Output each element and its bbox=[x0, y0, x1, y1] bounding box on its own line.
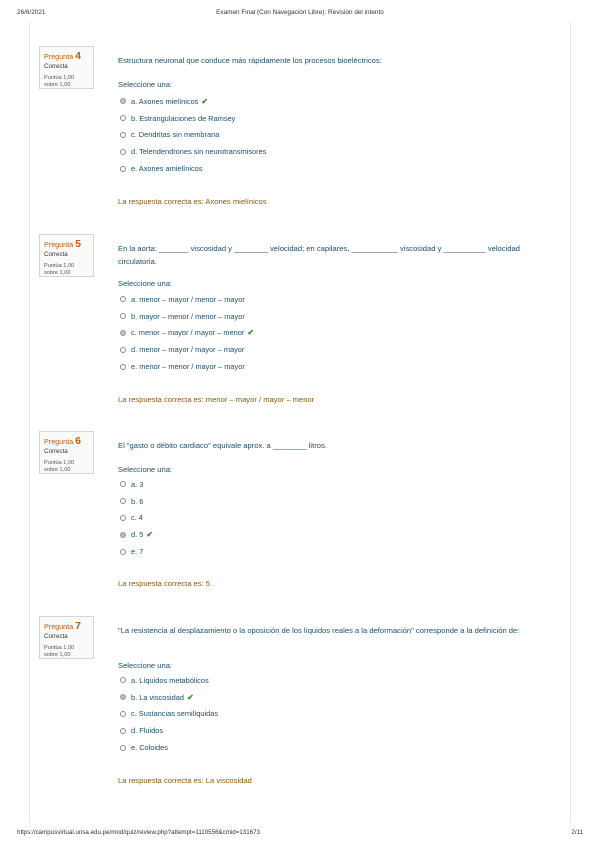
option-label: c. Dendritas sin membrana bbox=[131, 130, 220, 140]
select-prompt: Seleccione una: bbox=[118, 661, 173, 670]
answer-option[interactable] bbox=[120, 127, 266, 144]
radio-button[interactable] bbox=[120, 330, 126, 336]
question-number-value: 4 bbox=[75, 50, 82, 62]
page-number: 2/11 bbox=[571, 829, 583, 836]
answer-option[interactable] bbox=[120, 722, 218, 739]
answer-option[interactable] bbox=[120, 110, 266, 127]
question-label: Pregunta bbox=[44, 622, 74, 631]
answer-option[interactable] bbox=[120, 325, 254, 342]
question-grade-line1: Puntúa 1,00 bbox=[44, 75, 75, 81]
question-number bbox=[44, 51, 89, 62]
answer-option[interactable] bbox=[120, 308, 254, 325]
answer-option[interactable] bbox=[120, 689, 218, 706]
question-grade-line1: Puntúa 1,00 bbox=[44, 263, 75, 269]
question-grade-line1: Puntúa 1,00 bbox=[44, 645, 75, 651]
question-number-value: 6 bbox=[75, 435, 82, 447]
question-number bbox=[44, 621, 89, 632]
select-prompt: Seleccione una: bbox=[118, 465, 173, 474]
radio-button[interactable] bbox=[120, 296, 126, 302]
radio-button[interactable] bbox=[120, 711, 126, 717]
question-text: Estructura neuronal que conduce más rápidamente los procesos bioeléctricos: bbox=[118, 56, 382, 65]
radio-button[interactable] bbox=[120, 98, 126, 104]
radio-button[interactable] bbox=[120, 115, 126, 121]
answer-option[interactable] bbox=[120, 543, 153, 560]
check-icon: ✔ bbox=[247, 328, 255, 338]
check-icon: ✔ bbox=[187, 692, 194, 702]
question-state: Correcta bbox=[44, 251, 68, 258]
answer-option[interactable] bbox=[120, 358, 254, 375]
radio-button[interactable] bbox=[120, 515, 126, 521]
option-label: d. Fluidos bbox=[131, 726, 164, 736]
options-list bbox=[120, 672, 218, 756]
radio-button[interactable] bbox=[120, 549, 126, 555]
correct-answer-feedback: La respuesta correcta es: Axones mielínicos bbox=[118, 197, 267, 206]
radio-button[interactable] bbox=[120, 481, 126, 487]
radio-button[interactable] bbox=[120, 745, 126, 751]
question-grade-line2: sobre 1,00 bbox=[44, 270, 71, 276]
option-label: e. Coloides bbox=[131, 743, 168, 753]
question-state: Correcta bbox=[44, 633, 68, 640]
option-label: a. Líquidos metabólicos bbox=[131, 675, 209, 685]
option-label: b. La viscosidad bbox=[131, 692, 184, 702]
option-label: e. menor – menor / mayor – mayor bbox=[131, 362, 245, 372]
correct-answer-feedback: La respuesta correcta es: 5 bbox=[118, 579, 211, 588]
option-label: e. 7 bbox=[131, 547, 144, 557]
radio-button[interactable] bbox=[120, 498, 126, 504]
question-info-box bbox=[39, 234, 94, 277]
question-state: Correcta bbox=[44, 448, 68, 455]
radio-button[interactable] bbox=[120, 364, 126, 370]
select-prompt: Seleccione una: bbox=[118, 279, 173, 288]
question-grade-line2: sobre 1,00 bbox=[44, 467, 71, 473]
question-number-value: 5 bbox=[75, 238, 82, 250]
option-label: a. 3 bbox=[131, 479, 144, 489]
radio-button[interactable] bbox=[120, 347, 126, 353]
question-text: "La resistencia al desplazamiento o la oposición de los líquidos reales a la deformación" corresponde a la definición de: bbox=[118, 626, 520, 635]
question-grade-line2: sobre 1,00 bbox=[44, 82, 71, 88]
left-border bbox=[29, 22, 30, 822]
radio-button[interactable] bbox=[120, 728, 126, 734]
options-list bbox=[120, 93, 266, 177]
option-label: c. menor – mayor / mayor – menor bbox=[131, 328, 245, 338]
options-list bbox=[120, 476, 153, 560]
page-title: Examen Final (Con Navegación Libre): Revisión del intento bbox=[216, 9, 384, 16]
option-label: d. 5 bbox=[131, 530, 144, 540]
radio-button[interactable] bbox=[120, 677, 126, 683]
radio-button[interactable] bbox=[120, 532, 126, 538]
radio-button[interactable] bbox=[120, 149, 126, 155]
radio-button[interactable] bbox=[120, 313, 126, 319]
question-label: Pregunta bbox=[44, 52, 74, 61]
radio-button[interactable] bbox=[120, 132, 126, 138]
option-label: a. menor – mayor / menor – mayor bbox=[131, 294, 245, 304]
right-border bbox=[570, 22, 571, 822]
check-icon: ✔ bbox=[201, 96, 209, 106]
question-info-box bbox=[39, 46, 94, 89]
question-state: Correcta bbox=[44, 63, 68, 70]
answer-option[interactable] bbox=[120, 706, 218, 723]
print-date: 26/6/2021 bbox=[17, 9, 46, 16]
answer-option[interactable] bbox=[120, 526, 153, 543]
radio-button[interactable] bbox=[120, 694, 126, 700]
question-grade-line1: Puntúa 1,00 bbox=[44, 460, 75, 466]
answer-option[interactable] bbox=[120, 93, 266, 110]
correct-answer-feedback: La respuesta correcta es: La viscosidad bbox=[118, 776, 252, 785]
question-info-box bbox=[39, 431, 94, 474]
answer-option[interactable] bbox=[120, 510, 153, 527]
option-label: c. Sustancias semilíquidas bbox=[131, 709, 219, 719]
question-number bbox=[44, 436, 89, 447]
question-text: En la aorta: _______ viscosidad y ________ velocidad; en capilares, ___________ viscosidad y __________ velocidad circulatoria. bbox=[118, 244, 520, 266]
answer-option[interactable] bbox=[120, 739, 218, 756]
option-label: e. Axones amielínicos bbox=[131, 164, 203, 174]
option-label: c. 4 bbox=[131, 513, 143, 523]
option-label: b. mayor – menor / menor – mayor bbox=[131, 311, 245, 321]
page-url: https://campusvirtual.unsa.edu.pe/mod/quiz/review.php?attempt=1110556&cmid=131673 bbox=[17, 829, 260, 836]
select-prompt: Seleccione una: bbox=[118, 80, 173, 89]
answer-option[interactable] bbox=[120, 341, 254, 358]
answer-option[interactable] bbox=[120, 143, 266, 160]
option-label: d. Telendendrones sin neurotransmisores bbox=[131, 147, 267, 157]
question-label: Pregunta bbox=[44, 437, 74, 446]
option-label: a. Axones mielínicos bbox=[131, 96, 199, 106]
question-number bbox=[44, 239, 89, 250]
radio-button[interactable] bbox=[120, 166, 126, 172]
option-label: b. 6 bbox=[131, 496, 144, 506]
answer-option[interactable] bbox=[120, 476, 153, 493]
answer-option[interactable] bbox=[120, 160, 266, 177]
question-grade-line2: sobre 1,00 bbox=[44, 652, 71, 658]
answer-option[interactable] bbox=[120, 493, 153, 510]
correct-answer-feedback: La respuesta correcta es: menor – mayor / mayor – menor bbox=[118, 395, 315, 404]
answer-option[interactable] bbox=[120, 672, 218, 689]
question-text: El "gasto o débito cardiaco" equivale aprox. a ________ litros. bbox=[118, 441, 327, 450]
option-label: b. Estrangulaciones de Ramsey bbox=[131, 113, 236, 123]
question-label: Pregunta bbox=[44, 240, 74, 249]
question-info-box bbox=[39, 616, 94, 659]
check-icon: ✔ bbox=[146, 530, 154, 540]
answer-option[interactable] bbox=[120, 291, 254, 308]
option-label: d. menor – mayor / mayor – mayor bbox=[131, 345, 245, 355]
options-list bbox=[120, 291, 254, 375]
question-number-value: 7 bbox=[75, 620, 82, 632]
